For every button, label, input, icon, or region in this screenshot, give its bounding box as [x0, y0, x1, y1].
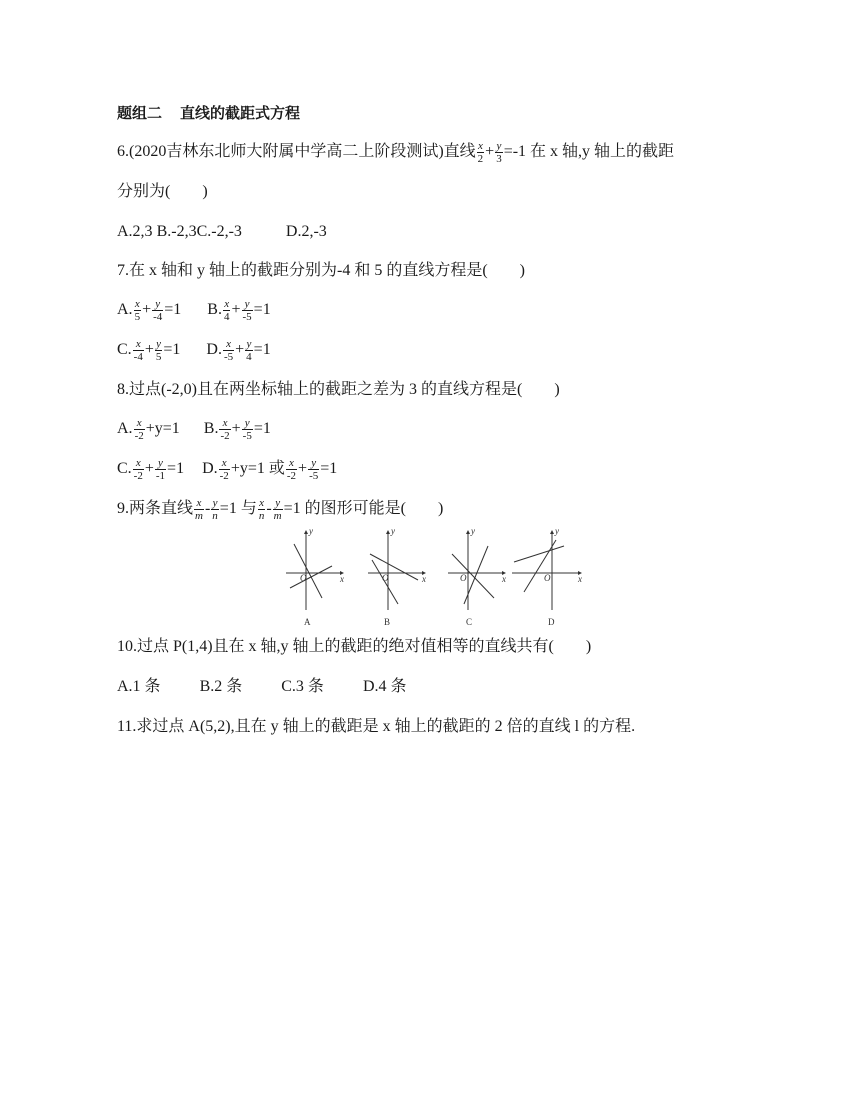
x-axis-label-c: x — [502, 574, 506, 584]
x-axis-label-a: x — [340, 574, 344, 584]
figure-label-a: A — [304, 617, 311, 627]
q8-option-c: C. $\frac{x}{-2}$ + $\frac{y}{-1}$ =1 — [117, 457, 185, 482]
y-axis-label-c: y — [471, 526, 475, 536]
q7-option-c: C. $\frac{x}{-4}$ + $\frac{y}{5}$ =1 — [117, 338, 181, 363]
question-9: 9.两条直线 $\frac{x}{m}$ - $\frac{y}{n}$ =1 与 $\frac{x}{n}$ - $\frac{y}{m}$ =1 的图形可能是( ) — [117, 497, 444, 522]
figure-label-c: C — [466, 617, 473, 627]
y-axis-label-d: y — [555, 526, 559, 536]
fraction: $\frac{y}{-4}$ — [153, 298, 163, 323]
question-7: 7.在 x 轴和 y 轴上的截距分别为-4 和 5 的直线方程是( ) — [117, 262, 525, 279]
q8-option-b: B. $\frac{x}{-2}$ + $\frac{y}{-5}$ =1 — [203, 417, 271, 442]
fraction: $\frac{x}{-5}$ — [223, 338, 234, 363]
q6-option-c: C.-2,-3 — [196, 223, 242, 240]
fraction: $\frac{x}{4}$ — [223, 298, 230, 323]
fraction: $\frac{y}{n}$ — [212, 497, 218, 522]
fraction: $\frac{y}{-1}$ — [155, 457, 166, 482]
q8-option-a: A. $\frac{x}{-2}$ +y=1 — [117, 417, 180, 442]
question-11: 11.求过点 A(5,2),且在 y 轴上的截距是 x 轴上的截距的 2 倍的直线 l 的方程. — [117, 718, 636, 735]
section-heading — [117, 103, 300, 123]
y-axis-label-a: y — [309, 526, 313, 536]
x-axis-label-b: x — [422, 574, 426, 584]
q8-option-d: D. $\frac{x}{-2}$ +y=1 或 $\frac{x}{-2}$ + $\frac{y}{-5}$ =1 — [202, 457, 338, 482]
question-8: 8.过点(-2,0)且在两坐标轴上的截距之差为 3 的直线方程是( ) — [117, 381, 560, 398]
fraction: $\frac{x}{-2}$ — [133, 457, 143, 482]
figure-label-d: D — [548, 617, 555, 627]
fraction: $\frac{y}{m}$ — [273, 497, 282, 522]
fraction: $\frac{x}{-2}$ — [220, 417, 230, 442]
q10-option-a: A.1 条 — [117, 678, 161, 695]
q10-options — [117, 677, 407, 697]
q6-option-d: D.2,-3 — [285, 223, 327, 240]
fraction: $\frac{x}{-4}$ — [133, 338, 143, 363]
fraction: $\frac{x}{2}$ — [477, 140, 484, 165]
fraction: $\frac{y}{5}$ — [155, 338, 162, 363]
origin-label-b: O — [382, 573, 389, 583]
fraction: $\frac{y}{-5}$ — [242, 298, 252, 323]
q10-option-b: B.2 条 — [199, 678, 243, 695]
q6-lead: 6.(2020吉林东北师大附属中学高二上阶段测试)直线 — [117, 143, 476, 161]
fraction: $\frac{x}{-2}$ — [286, 457, 297, 482]
fraction: $\frac{x}{-2}$ — [134, 417, 144, 442]
q6-options — [117, 222, 327, 242]
origin-label-d: O — [544, 573, 551, 583]
q7-option-d: D. $\frac{x}{-5}$ + $\frac{y}{4}$ =1 — [206, 338, 271, 363]
q8-options-cd — [117, 457, 337, 482]
q6-tail: =-1 在 x 轴,y 轴上的截距 — [503, 143, 675, 161]
fraction: $\frac{y}{-5}$ — [309, 457, 319, 482]
y-axis-label-b: y — [391, 526, 395, 536]
question-10: 10.过点 P(1,4)且在 x 轴,y 轴上的截距的绝对值相等的直线共有( ) — [117, 638, 592, 655]
fraction: $\frac{x}{5}$ — [134, 298, 141, 323]
q7-option-a: A. $\frac{x}{5}$ + $\frac{y}{-4}$ =1 — [117, 298, 182, 323]
origin-label-c: O — [460, 573, 467, 583]
q6-option-a: A.2,3 — [117, 223, 153, 240]
x-axis-label-d: x — [578, 574, 582, 584]
q7-options-cd — [117, 338, 271, 363]
q8-options-ab — [117, 417, 271, 442]
fraction: $\frac{y}{3}$ — [496, 140, 502, 165]
q7-options-ab — [117, 298, 271, 323]
origin-label-a: O — [300, 573, 307, 583]
q7-option-b: B. $\frac{x}{4}$ + $\frac{y}{-5}$ =1 — [207, 298, 271, 323]
fraction: $\frac{y}{-5}$ — [242, 417, 252, 442]
section-label: 题组二 — [117, 104, 163, 122]
q6-line2: 分别为( ) — [117, 183, 208, 200]
fraction: $\frac{x}{-2}$ — [219, 457, 229, 482]
q10-option-d: D.4 条 — [362, 678, 407, 695]
q10-option-c: C.3 条 — [281, 678, 324, 695]
figure-label-b: B — [384, 617, 391, 627]
section-title: 直线的截距式方程 — [180, 104, 301, 122]
q9-figure — [280, 526, 590, 630]
q6-option-b: B.-2,3 — [156, 223, 197, 240]
fraction: $\frac{y}{4}$ — [246, 338, 252, 363]
fraction: $\frac{x}{m}$ — [195, 497, 203, 522]
question-6: 6.(2020吉林东北师大附属中学高二上阶段测试)直线 $\frac{x}{2}$ + $\frac{y}{3}$ =-1 在 x 轴,y 轴上的截距 — [117, 140, 675, 165]
fraction: $\frac{x}{n}$ — [258, 497, 265, 522]
